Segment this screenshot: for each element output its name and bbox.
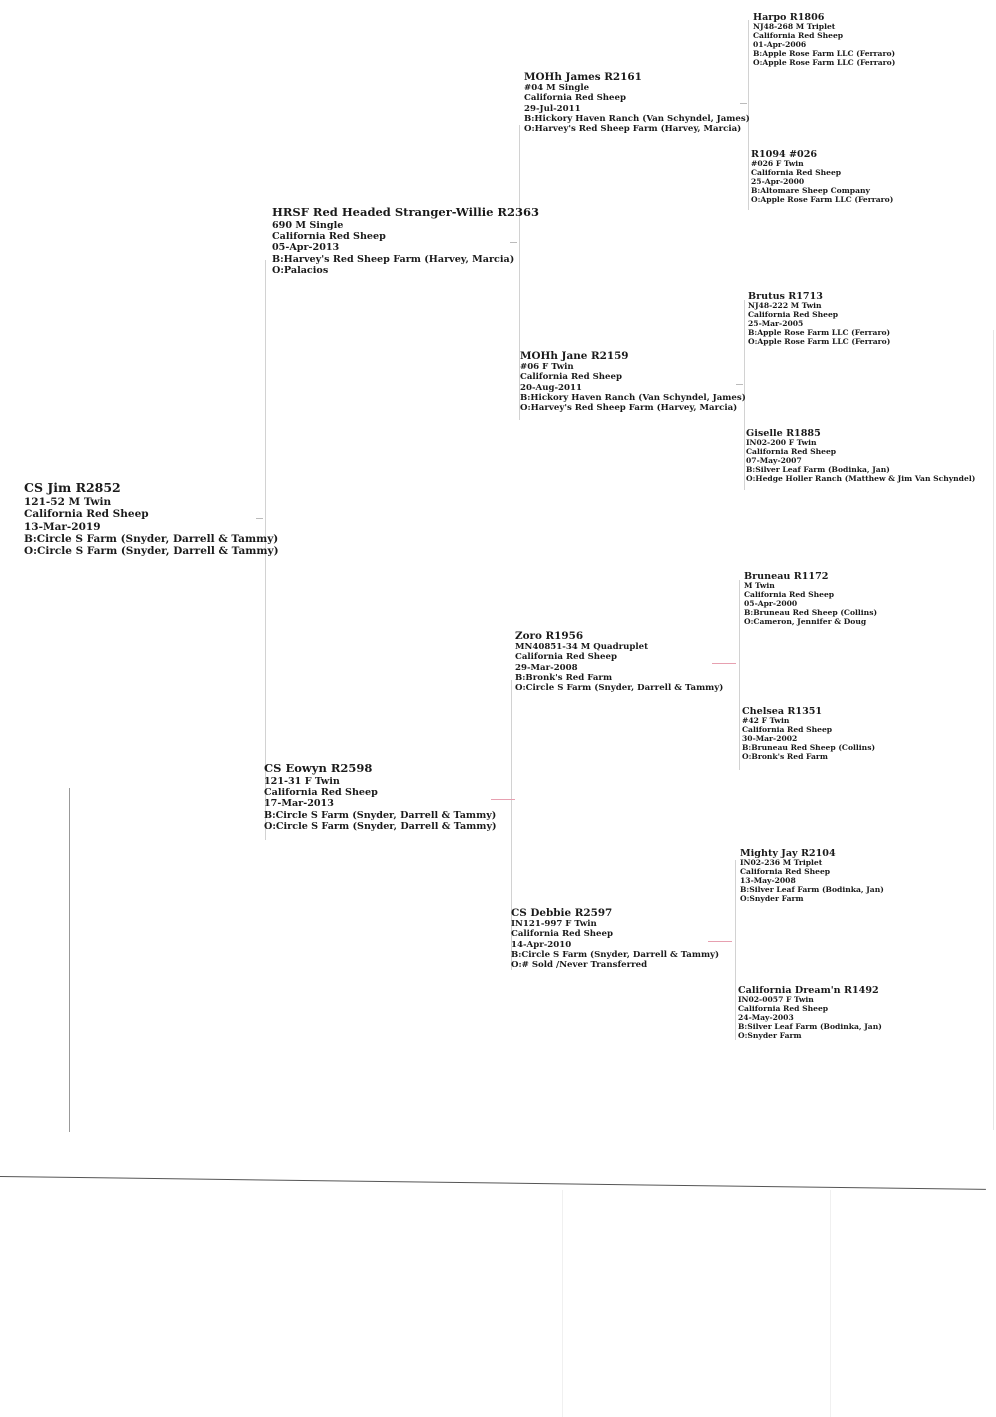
animal-name: Harpo R1806 bbox=[753, 12, 825, 23]
bracket-line-gen3-3 bbox=[739, 580, 740, 770]
animal-birthdate: 25-Mar-2005 bbox=[748, 319, 804, 329]
animal-breeder: B:Bronk's Red Farm bbox=[515, 672, 613, 683]
animal-birthdate: 07-May-2007 bbox=[746, 456, 802, 466]
animal-owner: O:Hedge Holler Ranch (Matthew & Jim Van Schyndel) bbox=[746, 474, 976, 484]
animal-birthdate: 13-May-2008 bbox=[740, 876, 796, 886]
animal-owner: O:Snyder Farm bbox=[740, 894, 804, 904]
animal-breed: California Red Sheep bbox=[272, 230, 386, 242]
animal-id-sex-birth: NJ48-268 M Triplet bbox=[753, 22, 836, 32]
animal-birthdate: 13-Mar-2019 bbox=[24, 520, 101, 533]
animal-name: Zoro R1956 bbox=[515, 630, 584, 642]
animal-birthdate: 01-Apr-2006 bbox=[753, 40, 807, 50]
animal-breeder: B:Bruneau Red Sheep (Collins) bbox=[744, 608, 878, 618]
animal-breeder: B:Circle S Farm (Snyder, Darrell & Tammy) bbox=[264, 809, 497, 821]
animal-breeder: B:Silver Leaf Farm (Bodinka, Jan) bbox=[738, 1022, 882, 1032]
animal-name: R1094 #026 bbox=[751, 149, 818, 160]
animal-owner: O:Circle S Farm (Snyder, Darrell & Tammy) bbox=[515, 682, 724, 693]
animal-owner: O:Palacios bbox=[272, 264, 329, 276]
animal-breeder: B:Apple Rose Farm LLC (Ferraro) bbox=[753, 49, 896, 59]
animal-breed: California Red Sheep bbox=[520, 372, 622, 383]
animal-id-sex-birth: IN121-997 F Twin bbox=[511, 919, 597, 930]
animal-card-sire bbox=[272, 206, 539, 276]
animal-birthdate: 29-Jul-2011 bbox=[524, 103, 581, 114]
animal-id-sex-birth: 121-31 F Twin bbox=[264, 775, 340, 787]
animal-breeder: B:Circle S Farm (Snyder, Darrell & Tammy) bbox=[24, 532, 279, 545]
animal-owner: O:Apple Rose Farm LLC (Ferraro) bbox=[748, 337, 891, 347]
animal-breeder: B:Silver Leaf Farm (Bodinka, Jan) bbox=[746, 465, 890, 475]
animal-name: Giselle R1885 bbox=[746, 428, 821, 439]
animal-card-ggp-2 bbox=[751, 149, 893, 205]
animal-breeder: B:Altomare Sheep Company bbox=[751, 186, 870, 196]
animal-birthdate: 05-Apr-2013 bbox=[272, 242, 340, 254]
animal-breeder: B:Bruneau Red Sheep (Collins) bbox=[742, 743, 876, 753]
animal-name: MOHh James R2161 bbox=[524, 71, 642, 83]
animal-birthdate: 30-Mar-2002 bbox=[742, 734, 798, 744]
animal-breeder: B:Apple Rose Farm LLC (Ferraro) bbox=[748, 328, 891, 338]
animal-breed: California Red Sheep bbox=[753, 31, 844, 41]
animal-breed: California Red Sheep bbox=[746, 447, 837, 457]
animal-birthdate: 05-Apr-2000 bbox=[744, 599, 798, 609]
animal-owner: O:Apple Rose Farm LLC (Ferraro) bbox=[751, 195, 894, 205]
animal-owner: O:Circle S Farm (Snyder, Darrell & Tammy) bbox=[24, 545, 279, 558]
animal-breeder: B:Circle S Farm (Snyder, Darrell & Tammy) bbox=[511, 949, 720, 960]
animal-card-ggp-6 bbox=[742, 706, 875, 762]
animal-card-subject bbox=[24, 481, 279, 558]
animal-card-dam bbox=[264, 762, 497, 832]
animal-birthdate: 20-Aug-2011 bbox=[520, 382, 582, 393]
animal-breeder: B:Hickory Haven Ranch (Van Schyndel, James) bbox=[520, 392, 746, 403]
animal-name: HRSF Red Headed Stranger-Willie R2363 bbox=[272, 205, 539, 219]
animal-card-dam-dam bbox=[511, 907, 719, 970]
animal-id-sex-birth: M Twin bbox=[744, 581, 775, 591]
animal-breed: California Red Sheep bbox=[524, 93, 626, 104]
animal-card-ggp-7 bbox=[740, 848, 884, 904]
animal-breed: California Red Sheep bbox=[24, 508, 149, 521]
animal-name: CS Debbie R2597 bbox=[511, 907, 613, 919]
animal-owner: O:Apple Rose Farm LLC (Ferraro) bbox=[753, 58, 896, 68]
animal-breed: California Red Sheep bbox=[740, 867, 831, 877]
animal-breeder: B:Harvey's Red Sheep Farm (Harvey, Marcia) bbox=[272, 253, 515, 265]
animal-owner: O:# Sold /Never Transferred bbox=[511, 959, 648, 970]
bracket-line-gen3-4 bbox=[735, 860, 736, 1040]
animal-id-sex-birth: MN40851-34 M Quadruplet bbox=[515, 642, 649, 653]
animal-owner: O:Circle S Farm (Snyder, Darrell & Tammy) bbox=[264, 820, 497, 832]
animal-owner: O:Harvey's Red Sheep Farm (Harvey, Marcia) bbox=[520, 402, 738, 413]
animal-id-sex-birth: #026 F Twin bbox=[751, 159, 804, 169]
animal-birthdate: 24-May-2003 bbox=[738, 1013, 794, 1023]
animal-owner: O:Harvey's Red Sheep Farm (Harvey, Marcia) bbox=[524, 123, 742, 134]
animal-id-sex-birth: 121-52 M Twin bbox=[24, 495, 112, 508]
animal-card-dam-sire bbox=[515, 630, 723, 693]
animal-name: Bruneau R1172 bbox=[744, 571, 829, 582]
animal-id-sex-birth: #04 M Single bbox=[524, 83, 590, 94]
animal-name: Mighty Jay R2104 bbox=[740, 848, 836, 859]
animal-owner: O:Snyder Farm bbox=[738, 1031, 802, 1041]
animal-owner: O:Bronk's Red Farm bbox=[742, 752, 828, 762]
animal-id-sex-birth: #42 F Twin bbox=[742, 716, 790, 726]
animal-breed: California Red Sheep bbox=[738, 1004, 829, 1014]
animal-name: California Dream'n R1492 bbox=[738, 985, 879, 996]
animal-owner: O:Cameron, Jennifer & Doug bbox=[744, 617, 867, 627]
animal-id-sex-birth: IN02-200 F Twin bbox=[746, 438, 817, 448]
animal-breed: California Red Sheep bbox=[511, 929, 613, 940]
animal-id-sex-birth: IN02-236 M Triplet bbox=[740, 858, 823, 868]
animal-card-sire-dam bbox=[520, 350, 746, 413]
animal-id-sex-birth: #06 F Twin bbox=[520, 362, 574, 373]
animal-card-ggp-5 bbox=[744, 571, 877, 627]
animal-card-sire-sire bbox=[524, 71, 750, 134]
animal-id-sex-birth: NJ48-222 M Twin bbox=[748, 301, 822, 311]
page-edge-line bbox=[0, 1176, 986, 1190]
animal-name: Chelsea R1351 bbox=[742, 706, 823, 717]
animal-card-ggp-8 bbox=[738, 985, 882, 1041]
animal-breed: California Red Sheep bbox=[742, 725, 833, 735]
animal-breeder: B:Silver Leaf Farm (Bodinka, Jan) bbox=[740, 885, 884, 895]
animal-name: Brutus R1713 bbox=[748, 291, 823, 302]
animal-breed: California Red Sheep bbox=[744, 590, 835, 600]
animal-card-ggp-1 bbox=[753, 12, 895, 68]
animal-breed: California Red Sheep bbox=[515, 652, 617, 663]
animal-birthdate: 29-Mar-2008 bbox=[515, 662, 578, 673]
animal-breed: California Red Sheep bbox=[751, 168, 842, 178]
animal-id-sex-birth: IN02-0057 F Twin bbox=[738, 995, 814, 1005]
animal-birthdate: 14-Apr-2010 bbox=[511, 939, 572, 950]
animal-name: CS Eowyn R2598 bbox=[264, 761, 373, 775]
animal-birthdate: 25-Apr-2000 bbox=[751, 177, 805, 187]
animal-card-ggp-4 bbox=[746, 428, 975, 484]
margin-line-left bbox=[69, 788, 70, 1132]
margin-line-right bbox=[993, 330, 994, 1130]
animal-id-sex-birth: 690 M Single bbox=[272, 219, 344, 231]
scan-fold-line bbox=[830, 1190, 831, 1417]
scan-fold-line bbox=[562, 1190, 563, 1417]
animal-name: CS Jim R2852 bbox=[24, 480, 121, 495]
animal-breeder: B:Hickory Haven Ranch (Van Schyndel, James) bbox=[524, 113, 750, 124]
animal-name: MOHh Jane R2159 bbox=[520, 350, 629, 362]
animal-birthdate: 17-Mar-2013 bbox=[264, 798, 334, 810]
animal-card-ggp-3 bbox=[748, 291, 890, 347]
animal-breed: California Red Sheep bbox=[748, 310, 839, 320]
animal-breed: California Red Sheep bbox=[264, 786, 378, 798]
